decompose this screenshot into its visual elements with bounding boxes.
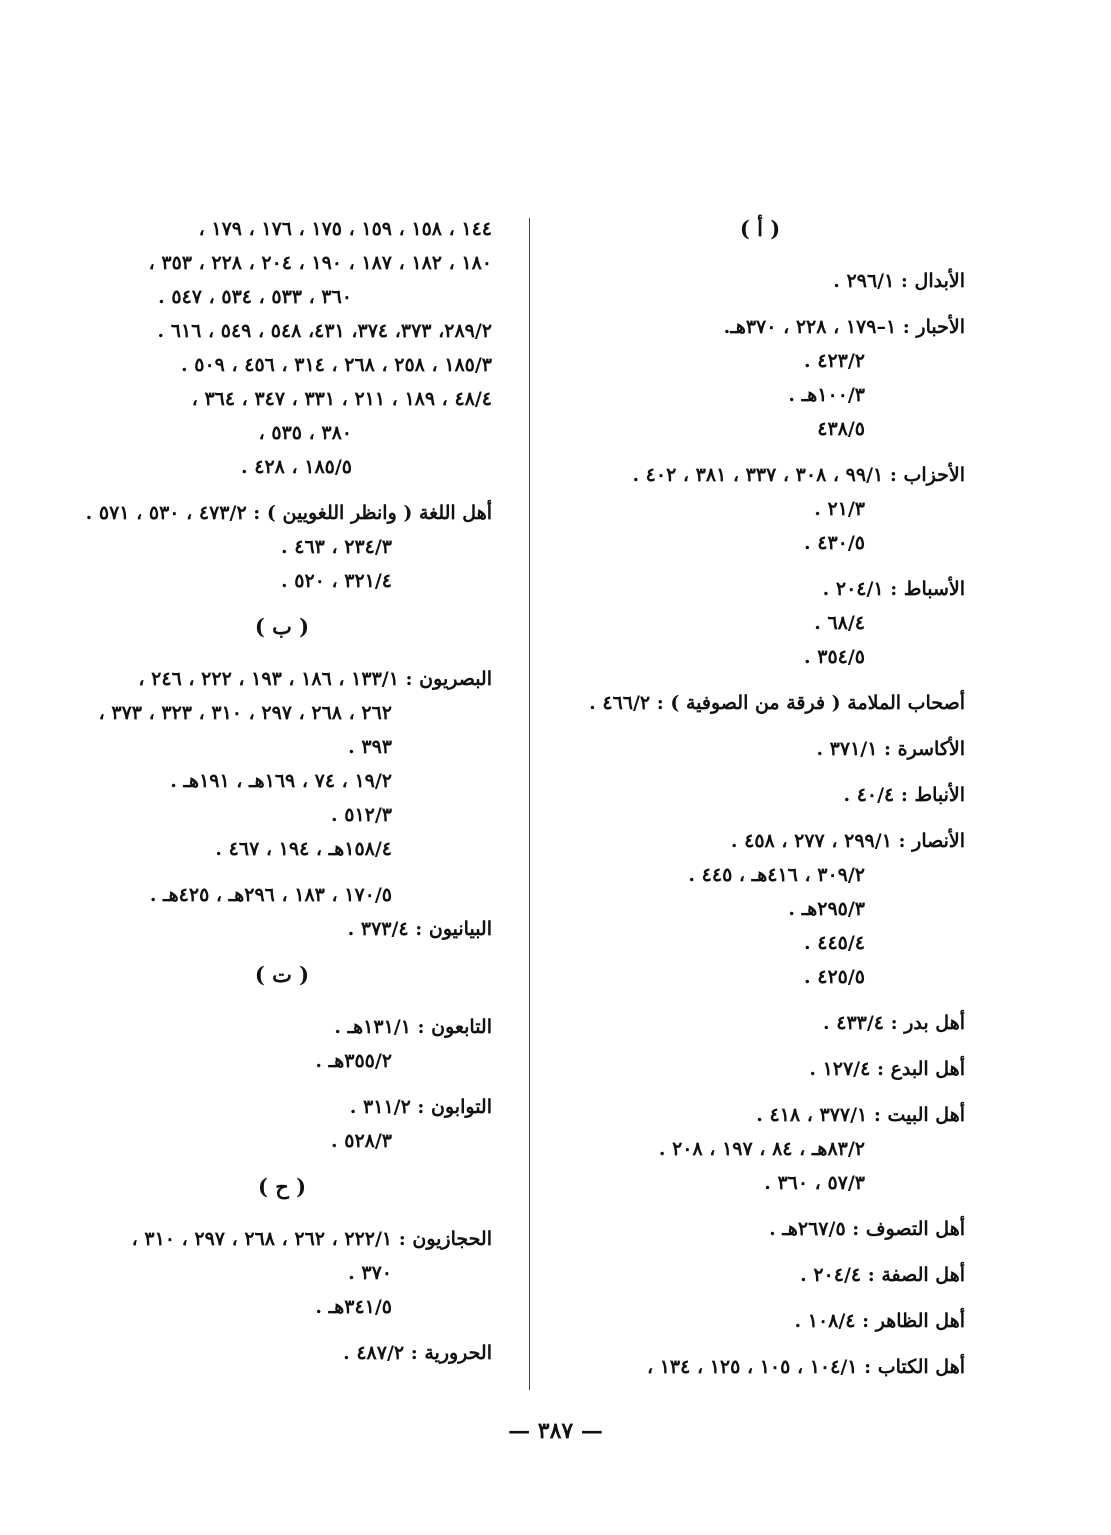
index-entry: الأنباط : ٤٠/٤ . (843, 784, 965, 806)
index-entry-continuation: ٥٧/٣ ، ٣٦٠ . (764, 1172, 865, 1194)
entry-gap (555, 1086, 965, 1098)
entry-gap (555, 1040, 965, 1052)
index-entry-continuation: ٣٦٠ ، ٥٣٣ ، ٥٣٤ ، ٥٤٧ . (158, 286, 352, 308)
entry-gap (555, 766, 965, 778)
letter-heading: ( ب ) (254, 614, 310, 639)
entry-gap (72, 1210, 492, 1222)
index-entry: الحجازيون : ٢٢٢/١ ، ٢٦٢ ، ٢٦٨ ، ٢٩٧ ، ٣١٠ ، (131, 1228, 492, 1250)
index-entry: ٢٨٩/٢، ٣٧٣، ٣٧٤، ٤٣١، ٥٤٨ ، ٥٤٩ ، ٦١٦ . (157, 320, 492, 342)
index-entry: أهل بدر : ٤٣٣/٤ . (823, 1012, 965, 1034)
index-entry: ٤٨/٤ ، ١٨٩ ، ٢١١ ، ٣٣١ ، ٣٤٧ ، ٣٦٤ ، (191, 388, 492, 410)
entry-gap (72, 650, 492, 662)
index-entry-continuation: ٣٠٩/٢ ، ٤١٦هـ ، ٤٤٥ . (688, 864, 865, 886)
column-divider (529, 218, 530, 1390)
index-entry: أهل الكتاب : ١٠٤/١ ، ١٠٥ ، ١٢٥ ، ١٣٤ ، (646, 1356, 965, 1378)
letter-heading: ( أ ) (739, 216, 781, 241)
index-entry-continuation: ١٥٨/٤هـ ، ١٩٤ ، ٤٦٧ . (215, 838, 392, 860)
entry-gap (72, 1078, 492, 1090)
entry-gap (72, 866, 492, 878)
index-entry-continuation: ٢٣٤/٣ ، ٤٦٣ . (281, 536, 392, 558)
index-entry-continuation: ٥١٢/٣ . (331, 804, 392, 826)
index-entry: أهل الظاهر : ١٠٨/٤ . (794, 1310, 965, 1332)
index-entry: الأحبار : ١–١٧٩ ، ٢٢٨ ، ٣٧٠هـ. (723, 316, 965, 338)
entry-gap (72, 484, 492, 496)
entry-gap (72, 946, 492, 958)
index-entry-continuation: ٤٢٥/٥ . (804, 966, 865, 988)
index-entry: التابعون : ١٣١/١هـ . (334, 1016, 492, 1038)
index-entry: أهل اللغة ( وانظر اللغويين ) : ٤٧٣/٢ ، ٥٣٠ ، ٥٧١ . (85, 502, 492, 524)
entry-gap (555, 720, 965, 732)
index-entry-continuation: ٣٧٠ . (348, 1262, 392, 1284)
index-entry-continuation: ٣٥٥/٢هـ . (315, 1050, 392, 1072)
index-entry-continuation: ٨٣/٢هـ ، ٨٤ ، ١٩٧ ، ٢٠٨ . (658, 1138, 865, 1160)
index-entry-continuation: ١٠٠/٣هـ . (788, 384, 865, 406)
index-entry-continuation: ٢٩٥/٣هـ . (788, 898, 865, 920)
index-entry-continuation: ٦٨/٤ . (814, 612, 865, 634)
index-entry-continuation: ٣٢١/٤ ، ٥٢٠ . (281, 570, 392, 592)
entry-gap (555, 1200, 965, 1212)
index-entry-continuation: ١٧٠/٥ ، ١٨٣ ، ٢٩٦هـ ، ٤٢٥هـ . (149, 884, 392, 906)
entry-gap (555, 1292, 965, 1304)
index-entry-continuation: ٤٣٠/٥ . (804, 532, 865, 554)
index-entry-continuation: ٤٤٥/٤ . (804, 932, 865, 954)
index-entry-continuation: ٢١/٣ . (814, 498, 865, 520)
entry-gap (555, 674, 965, 686)
index-entry: الأحزاب : ٩٩/١ ، ٣٠٨ ، ٣٣٧ ، ٣٨١ ، ٤٠٢ . (632, 464, 965, 486)
index-entry-continuation: ٣٤١/٥هـ . (315, 1296, 392, 1318)
entry-gap (555, 1246, 965, 1258)
index-entry-continuation: ٣٥٤/٥ . (804, 646, 865, 668)
index-entry: الأبدال : ٢٩٦/١ . (833, 270, 965, 292)
index-entry-continuation: ٤٣٨/٥ (817, 418, 865, 440)
entry-gap (555, 1338, 965, 1350)
index-column-left (72, 212, 492, 1370)
index-entry: الأسباط : ٢٠٤/١ . (822, 578, 965, 600)
index-entry: الأكاسرة : ٣٧١/١ . (816, 738, 965, 760)
index-entry: أهل الصفة : ٢٠٤/٤ . (800, 1264, 965, 1286)
entry-gap (72, 598, 492, 610)
index-entry: البيانيون : ٣٧٣/٤ . (347, 918, 492, 940)
index-entry-continuation: ٣٨٠ ، ٥٣٥ ، (258, 422, 352, 444)
index-entry: الحرورية : ٤٨٧/٢ . (343, 1342, 492, 1364)
entry-gap (555, 994, 965, 1006)
page-number: — ٣٨٧ — (508, 1418, 603, 1444)
entry-gap (555, 560, 965, 572)
index-entry: التوابون : ٣١١/٢ . (349, 1096, 492, 1118)
entry-gap (72, 998, 492, 1010)
index-entry: الأنصار : ٢٩٩/١ ، ٢٧٧ ، ٤٥٨ . (730, 830, 965, 852)
entry-gap (72, 1324, 492, 1336)
index-entry-continuation: ١٩/٢ ، ٧٤ ، ١٦٩هـ ، ١٩١هـ . (170, 770, 392, 792)
letter-heading: ( ت ) (254, 962, 310, 987)
entry-gap (555, 446, 965, 458)
entry-gap (555, 252, 965, 264)
entry-gap (72, 1158, 492, 1170)
index-entry-continuation: ٥٢٨/٣ . (331, 1130, 392, 1152)
index-entry: ١٤٤ ، ١٥٨ ، ١٥٩ ، ١٧٥ ، ١٧٦ ، ١٧٩ ، (198, 218, 492, 240)
index-column-right (555, 212, 965, 1384)
index-entry: أهل البيت : ٣٧٧/١ ، ٤١٨ . (756, 1104, 965, 1126)
index-entry: البصريون : ١٣٣/١ ، ١٨٦ ، ١٩٣ ، ٢٢٢ ، ٢٤٦ ، (138, 668, 492, 690)
entry-gap (555, 298, 965, 310)
index-entry-continuation: ٤٢٣/٢ . (804, 350, 865, 372)
index-entry: ١٨٥/٣ ، ٢٥٨ ، ٢٦٨ ، ٣١٤ ، ٤٥٦ ، ٥٠٩ . (181, 354, 492, 376)
entry-gap (555, 812, 965, 824)
index-entry: أهل البدع : ١٢٧/٤ . (809, 1058, 965, 1080)
index-entry-continuation: ٢٦٢ ، ٢٦٨ ، ٢٩٧ ، ٣١٠ ، ٣٢٣ ، ٣٧٣ ، (98, 702, 392, 724)
index-entry-continuation: ٣٩٣ . (348, 736, 392, 758)
index-entry: أهل التصوف : ٢٦٧/٥هـ . (769, 1218, 965, 1240)
index-entry: ١٨٠ ، ١٨٢ ، ١٨٧ ، ١٩٠ ، ٢٠٤ ، ٢٢٨ ، ٣٥٣ ، (148, 252, 492, 274)
letter-heading: ( ح ) (257, 1174, 307, 1199)
index-entry: أصحاب الملامة ( فرقة من الصوفية ) : ٤٦٦/٢ . (589, 692, 965, 714)
index-entry-continuation: ١٨٥/٥ ، ٤٢٨ . (241, 456, 352, 478)
